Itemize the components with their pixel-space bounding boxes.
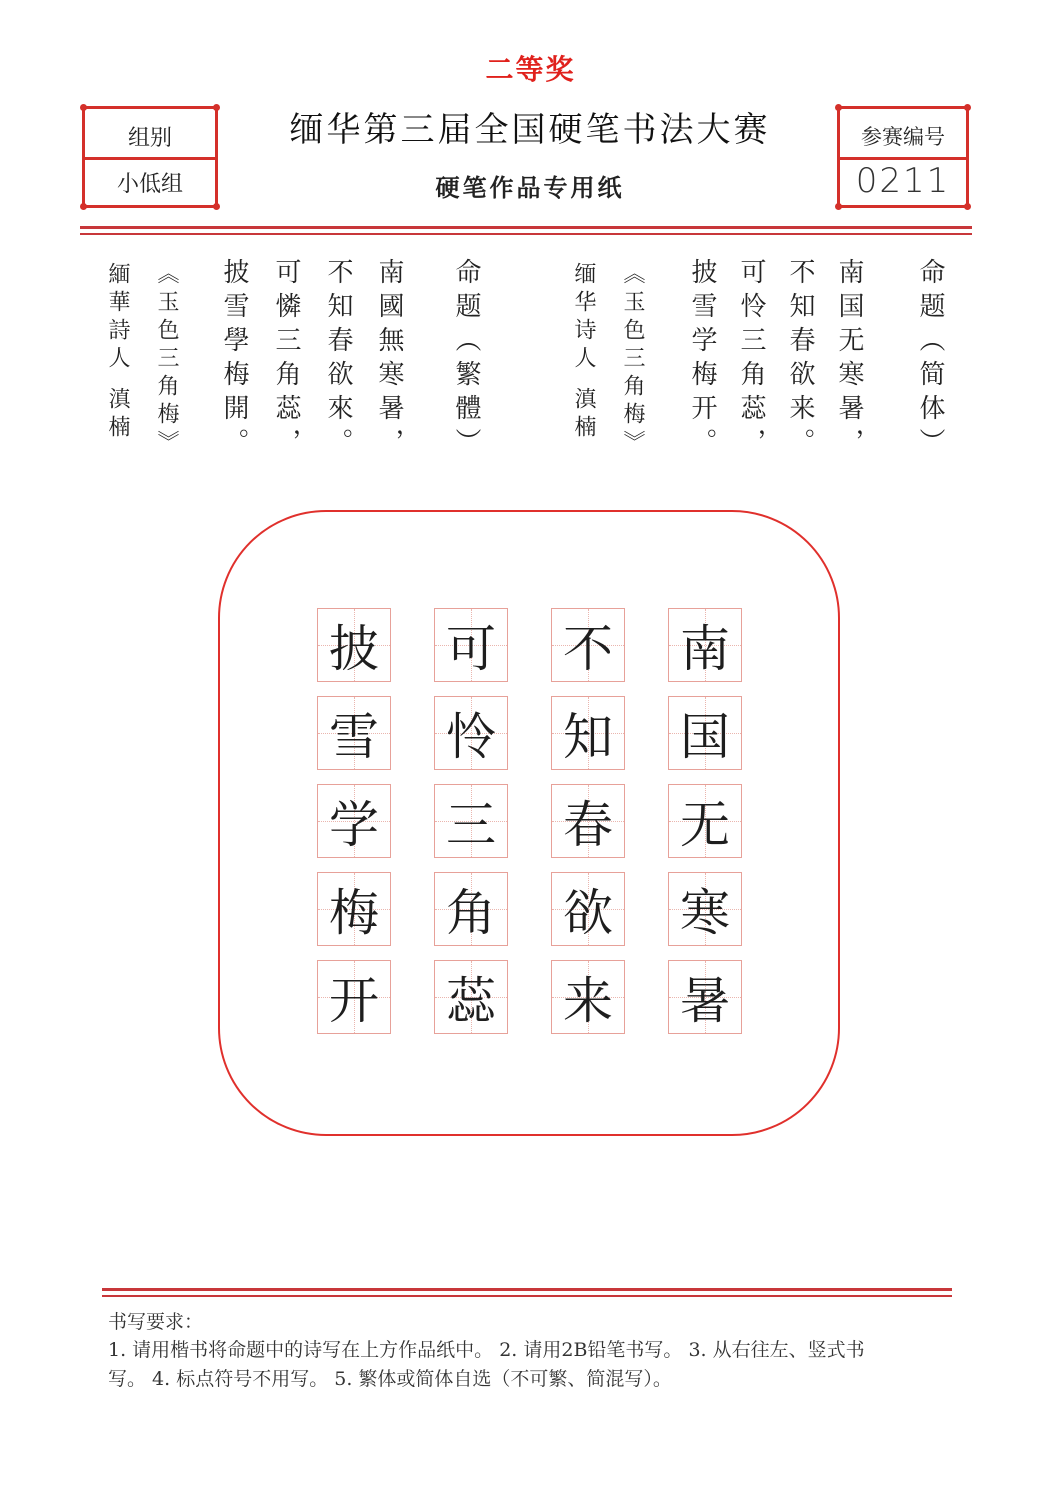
handwritten-char: 梅 (329, 884, 379, 942)
prompt-line: 不知春欲來。 (323, 258, 353, 462)
footer-rule (102, 1295, 952, 1297)
handwritten-char: 怜 (446, 708, 496, 766)
writing-cell (551, 608, 625, 682)
handwritten-char: 不 (563, 620, 613, 678)
prompt-line: 不知春欲来。 (785, 258, 815, 462)
writing-cell (551, 960, 625, 1034)
contest-title: 缅华第三届全国硬笔书法大赛 (289, 110, 771, 150)
writing-cell (434, 872, 508, 946)
entry-number-value: 0211 (855, 161, 951, 201)
corner-dot (964, 203, 971, 210)
prompt-line: 南国无寒暑， (834, 258, 864, 462)
entry-box-divider (840, 157, 966, 160)
writing-cell (317, 960, 391, 1034)
poem-title: 《玉色三角梅》 (154, 262, 179, 458)
handwritten-char: 欲 (563, 884, 613, 942)
handwritten-char: 暑 (680, 972, 730, 1030)
prompt-line: 披雪学梅开。 (687, 258, 717, 462)
handwritten-char: 雪 (329, 708, 379, 766)
writing-cell (668, 872, 742, 946)
writing-cell (317, 608, 391, 682)
prompt-line: 南國無寒暑， (374, 258, 404, 462)
requirements-heading: 书写要求： (108, 1311, 204, 1333)
handwritten-char: 寒 (680, 884, 730, 942)
writing-cell (551, 784, 625, 858)
work-area-frame (218, 510, 840, 1136)
corner-dot (213, 203, 220, 210)
handwritten-char: 南 (680, 620, 730, 678)
handwritten-char: 披 (329, 620, 379, 678)
group-value: 小低组 (116, 172, 183, 197)
corner-dot (80, 104, 87, 111)
writing-cell (668, 784, 742, 858)
handwritten-char: 蕊 (446, 972, 496, 1030)
writing-cell (434, 608, 508, 682)
group-box-divider (85, 157, 215, 160)
corner-dot (835, 104, 842, 111)
prompt-line: 可怜三角蕊， (736, 258, 766, 462)
writing-cell (668, 696, 742, 770)
group-box (82, 106, 218, 208)
poem-title: 《玉色三角梅》 (620, 262, 645, 458)
writing-cell (434, 696, 508, 770)
writing-cell (668, 608, 742, 682)
handwritten-char: 国 (680, 708, 730, 766)
handwritten-char: 开 (329, 972, 379, 1030)
footer-rule (102, 1288, 952, 1291)
paper-subtitle: 硬笔作品专用纸 (435, 173, 625, 202)
entry-number-label: 参赛编号 (861, 125, 945, 149)
writing-cell (317, 872, 391, 946)
corner-dot (835, 203, 842, 210)
handwritten-char: 来 (563, 972, 613, 1030)
header-rule (80, 226, 972, 229)
writing-cell (668, 960, 742, 1034)
prompt-heading-simplified: 命题（简体） (915, 258, 945, 462)
handwritten-char: 三 (446, 796, 496, 854)
poem-author: 缅华诗人 滇楠 (571, 262, 596, 443)
handwritten-char: 无 (680, 796, 730, 854)
writing-cell (434, 784, 508, 858)
corner-dot (964, 104, 971, 111)
requirements-line: 写。 4. 标点符号不用写。 5. 繁体或简体自选（不可繁、简混写）。 (108, 1368, 672, 1390)
award-label: 二等奖 (485, 53, 576, 86)
handwritten-char: 学 (329, 796, 379, 854)
group-label: 组别 (127, 126, 172, 151)
requirements-line: 1. 请用楷书将命题中的诗写在上方作品纸中。 2. 请用2B铅笔书写。 3. 从右往左、竖式书 (108, 1339, 865, 1361)
entry-number-box (837, 106, 969, 208)
writing-cell (434, 960, 508, 1034)
prompt-line: 可憐三角蕊， (271, 258, 301, 462)
writing-cell (551, 872, 625, 946)
prompt-heading-traditional: 命题（繁體） (451, 258, 481, 462)
corner-dot (213, 104, 220, 111)
writing-cell (551, 696, 625, 770)
handwritten-char: 角 (446, 884, 496, 942)
writing-cell (317, 696, 391, 770)
handwritten-char: 可 (446, 620, 496, 678)
handwritten-char: 知 (563, 708, 613, 766)
prompt-line: 披雪學梅開。 (219, 258, 249, 462)
poem-author: 緬華詩人 滇楠 (105, 262, 130, 443)
corner-dot (80, 203, 87, 210)
handwritten-char: 春 (563, 796, 613, 854)
header-rule (80, 233, 972, 235)
writing-cell (317, 784, 391, 858)
